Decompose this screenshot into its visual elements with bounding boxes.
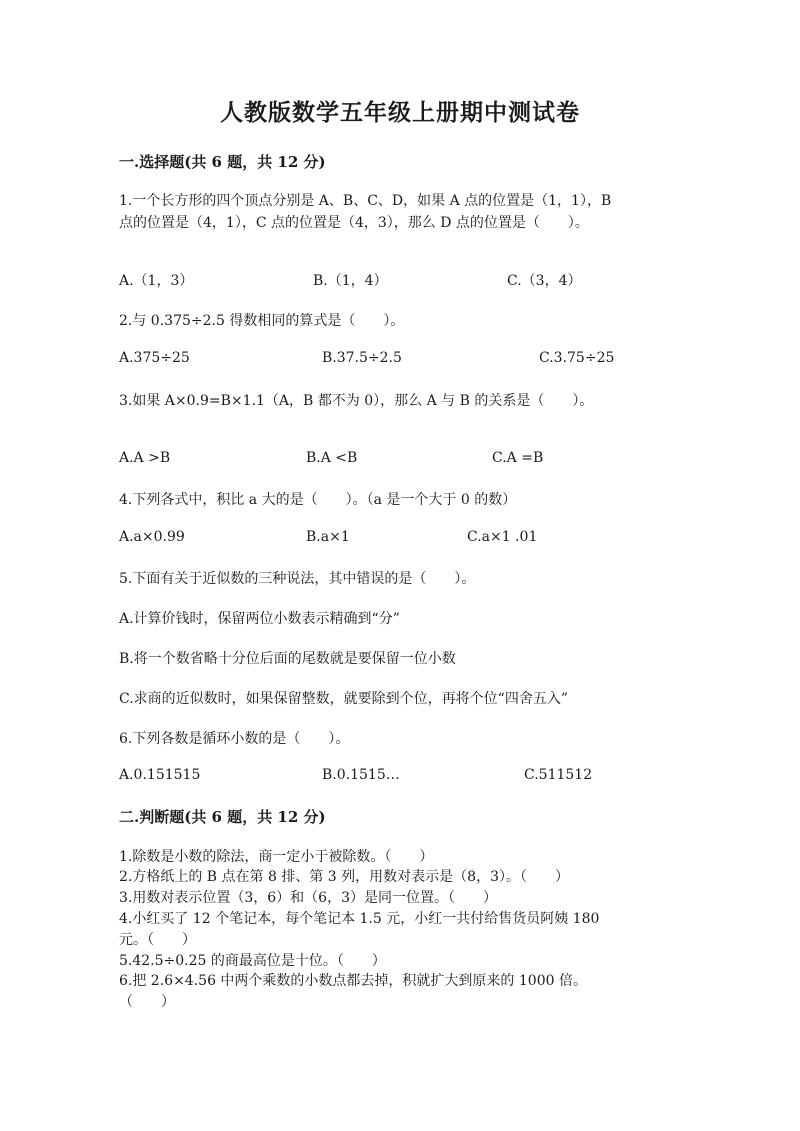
page-title: 人教版数学五年级上册期中测试卷 (220, 99, 580, 126)
section-heading-choice: 一.选择题(共 6 题，共 12 分) (119, 153, 326, 171)
question-6-option-a: A.0.151515 (119, 767, 201, 783)
question-1-line-1: 1.一个长方形的四个顶点分别是 A、B、C、D，如果 A 点的位置是（1，1），B (119, 193, 612, 209)
section-heading-judgement: 二.判断题(共 6 题，共 12 分) (119, 808, 326, 826)
judgement-4-line-1: 4.小红买了 12 个笔记本，每个笔记本 1.5 元，小红一共付给售货员阿姨 180 (119, 911, 600, 927)
question-1-option-c: C.（3，4） (507, 273, 582, 289)
question-4-option-b: B.a×1 (306, 529, 350, 545)
judgement-6-line-1: 6.把 2.6×4.56 中两个乘数的小数点都去掉，积就扩大到原来的 1000 倍。 (119, 973, 587, 989)
question-2-option-a: A.375÷25 (119, 350, 190, 366)
judgement-6-line-2: （ ） (119, 994, 175, 1010)
question-2-option-b: B.37.5÷2.5 (322, 350, 402, 366)
question-4-line-1: 4.下列各式中，积比 a 大的是（ ）。（a 是一个大于 0 的数） (119, 492, 517, 508)
question-5-line-1: 5.下面有关于近似数的三种说法，其中错误的是（ ）。 (119, 571, 476, 587)
question-1-option-b: B.（1，4） (313, 273, 388, 289)
judgement-4-line-2: 元。（ ） (119, 932, 196, 948)
question-1-line-2: 点的位置是（4，1），C 点的位置是（4，3），那么 D 点的位置是（ ）。 (119, 215, 589, 231)
question-5-option-c: C.求商的近似数时，如果保留整数，就要除到个位，再将个位“四舍五入” (119, 691, 568, 707)
question-5-option-a: A.计算价钱时，保留两位小数表示精确到“分” (119, 611, 400, 627)
question-2-line-1: 2.与 0.375÷2.5 得数相同的算式是（ ）。 (119, 313, 405, 329)
question-4-option-a: A.a×0.99 (119, 529, 185, 545)
question-4-option-c: C.a×1 .01 (467, 529, 538, 545)
judgement-3: 3.用数对表示位置（3，6）和（6，3）是同一位置。（ ） (119, 890, 497, 906)
question-6-option-c: C.511512 (524, 767, 593, 783)
judgement-5: 5.42.5÷0.25 的商最高位是十位。（ ） (119, 953, 386, 969)
question-2-option-c: C.3.75÷25 (539, 350, 615, 366)
judgement-2: 2.方格纸上的 B 点在第 8 排、第 3 列，用数对表示是（8，3）。（ ） (119, 869, 569, 885)
question-5-option-b: B.将一个数省略十分位后面的尾数就是要保留一位小数 (119, 651, 456, 667)
question-3-line-1: 3.如果 A×0.9=B×1.1（A，B 都不为 0），那么 A 与 B 的关系是（ ）。 (119, 393, 594, 409)
question-3-option-a: A.A >B (119, 450, 171, 466)
question-6-option-b: B.0.1515… (322, 767, 400, 783)
question-6-line-1: 6.下列各数是循环小数的是（ ）。 (119, 731, 350, 747)
question-1-option-a: A.（1，3） (119, 273, 194, 289)
question-3-option-c: C.A =B (492, 450, 544, 466)
question-3-option-b: B.A <B (306, 450, 358, 466)
judgement-1: 1.除数是小数的除法，商一定小于被除数。（ ） (119, 849, 434, 865)
